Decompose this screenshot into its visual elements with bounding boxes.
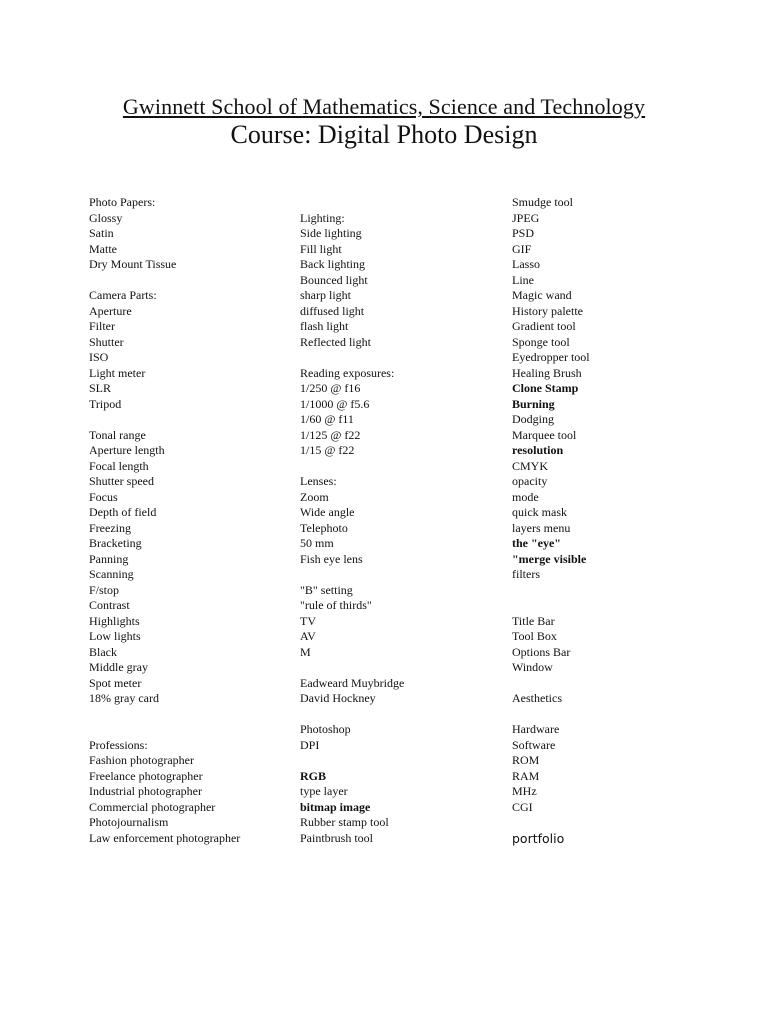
term-item: Telephoto [300, 520, 348, 535]
term-item: Bracketing [89, 536, 142, 550]
term-item: Professions: [89, 737, 148, 752]
term-item: Window [512, 660, 553, 674]
term-item [300, 707, 404, 723]
term-item: Reflected light [300, 334, 371, 349]
term-item: the "eye" [512, 536, 561, 550]
term-item: type layer [300, 784, 348, 798]
term-item: Focal length [89, 458, 149, 473]
term-item: Photojournalism [89, 815, 169, 829]
term-item: Magic wand [512, 288, 572, 302]
term-item: 1/125 @ f22 [300, 427, 361, 442]
term-item: Side lighting [300, 226, 362, 240]
term-item: 50 mm [300, 536, 334, 550]
term-item: Tonal range [89, 427, 146, 442]
term-item: TV [300, 613, 316, 628]
term-item [89, 722, 240, 738]
term-item: Freelance photographer [89, 768, 203, 783]
term-item: Smudge tool [512, 195, 574, 209]
term-item: Hardware [512, 722, 560, 736]
term-item: layers menu [512, 520, 571, 535]
term-item: mode [512, 489, 539, 504]
term-item: Eadweard Muybridge [300, 675, 405, 690]
term-item: Healing Brush [512, 365, 582, 380]
term-item: filters [512, 567, 540, 581]
term-item: JPEG [512, 210, 540, 225]
term-item [512, 676, 590, 692]
school-name: Gwinnett School of Mathematics, Science and Technology [122, 94, 646, 119]
term-item: Wide angle [300, 505, 355, 519]
term-item: 18% gray card [89, 691, 159, 705]
term-item: Burning [512, 396, 555, 411]
term-item: Options Bar [512, 644, 571, 659]
term-item: RAM [512, 768, 540, 783]
term-item: SLR [89, 381, 112, 395]
term-item: portfolio [512, 830, 565, 846]
term-item: Marquee tool [512, 427, 577, 442]
term-item: Middle gray [89, 660, 148, 674]
term-item: MHz [512, 784, 537, 798]
term-item: Back lighting [300, 257, 365, 271]
term-item: Reading exposures: [300, 365, 395, 380]
term-item: Contrast [89, 598, 130, 612]
term-item [300, 459, 404, 475]
term-item [300, 660, 404, 676]
term-item: History palette [512, 303, 583, 318]
term-item: Law enforcement photographer [89, 830, 241, 845]
term-item: Light meter [89, 365, 146, 380]
term-item: Black [89, 644, 117, 659]
term-item: resolution [512, 443, 564, 457]
term-item [512, 583, 590, 599]
term-item: Dodging [512, 412, 554, 426]
term-item: Panning [89, 551, 129, 566]
term-item: 1/1000 @ f5.6 [300, 396, 370, 411]
term-item: DPI [300, 737, 320, 752]
term-item: "rule of thirds" [300, 598, 372, 612]
term-column-3 [512, 195, 590, 846]
term-item: Fish eye lens [300, 551, 363, 566]
term-item: Lighting: [300, 210, 345, 225]
term-item: Photoshop [300, 722, 351, 736]
term-item: PSD [512, 226, 535, 240]
term-item: CMYK [512, 458, 549, 473]
term-item: Shutter [89, 334, 124, 349]
term-item: Photo Papers: [89, 195, 156, 209]
term-item: F/stop [89, 582, 120, 597]
term-item: flash light [300, 319, 349, 333]
term-item: Zoom [300, 489, 329, 504]
term-item [512, 598, 590, 614]
term-item: Clone Stamp [512, 381, 579, 395]
term-item: diffused light [300, 303, 365, 318]
term-item: opacity [512, 474, 548, 488]
term-item: David Hockney [300, 691, 376, 705]
term-item: "B" setting [300, 582, 353, 597]
term-item: quick mask [512, 505, 567, 519]
term-item: M [300, 644, 311, 659]
term-item: Glossy [89, 210, 123, 225]
term-item [300, 195, 404, 211]
term-item: Matte [89, 241, 117, 256]
term-item: Freezing [89, 520, 131, 535]
term-item [300, 350, 404, 366]
term-item: AV [300, 629, 316, 643]
term-item: Focus [89, 489, 118, 504]
term-item: Fashion photographer [89, 753, 194, 767]
term-item: Aperture length [89, 443, 165, 457]
term-item: Gradient tool [512, 319, 576, 333]
term-item [89, 273, 240, 289]
term-item: sharp light [300, 288, 351, 302]
term-item: Shutter speed [89, 474, 154, 488]
term-item: 1/60 @ f11 [300, 412, 354, 426]
term-item [512, 707, 590, 723]
term-item [300, 753, 404, 769]
term-item: 1/250 @ f16 [300, 381, 361, 395]
term-item [89, 707, 240, 723]
term-item: Sponge tool [512, 334, 570, 349]
term-item: Depth of field [89, 505, 157, 519]
term-item: Lasso [512, 257, 540, 271]
term-item: Commercial photographer [89, 799, 216, 814]
term-item: Spot meter [89, 675, 142, 690]
term-item: ROM [512, 753, 540, 767]
term-column-2 [300, 195, 404, 846]
term-item: Aesthetics [512, 691, 562, 705]
term-item: Camera Parts: [89, 288, 157, 302]
term-item: Tool Box [512, 629, 557, 643]
term-item [512, 815, 590, 831]
term-item: 1/15 @ f22 [300, 443, 355, 457]
term-item: Bounced light [300, 272, 368, 287]
term-item: Lenses: [300, 474, 337, 488]
term-item: GIF [512, 241, 532, 256]
course-title: Course: Digital Photo Design [230, 120, 538, 149]
term-item: Eyedropper tool [512, 350, 590, 364]
term-item: Aperture [89, 303, 132, 318]
term-column-1 [89, 195, 240, 846]
term-item: Software [512, 737, 556, 752]
term-item: Industrial photographer [89, 784, 202, 798]
term-item: RGB [300, 768, 327, 783]
term-item: Paintbrush tool [300, 830, 374, 845]
term-item: Line [512, 272, 534, 287]
term-item: Fill light [300, 241, 342, 256]
term-item: Filter [89, 319, 115, 333]
term-item: "merge visible [512, 551, 587, 566]
term-item: Low lights [89, 629, 141, 643]
term-item: CGI [512, 799, 533, 814]
term-item [300, 567, 404, 583]
term-item: Tripod [89, 396, 122, 411]
term-item [89, 412, 240, 428]
term-item: Dry Mount Tissue [89, 257, 177, 271]
term-item: Satin [89, 226, 114, 240]
term-item: Highlights [89, 613, 140, 628]
term-item: bitmap image [300, 799, 371, 814]
term-item: Title Bar [512, 613, 555, 628]
term-item: Rubber stamp tool [300, 815, 389, 829]
term-item: ISO [89, 350, 109, 364]
term-item: Scanning [89, 567, 134, 581]
